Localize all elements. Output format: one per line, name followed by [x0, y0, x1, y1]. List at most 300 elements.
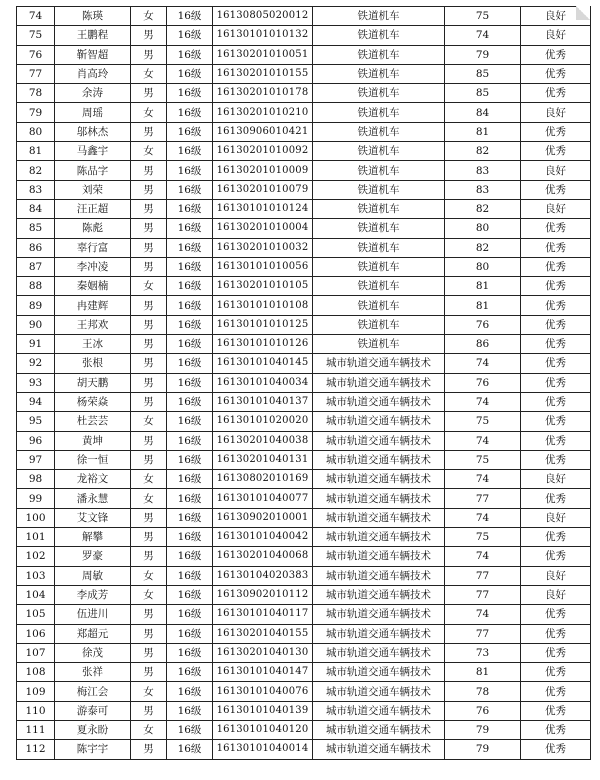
student-id-cell: 16130101010056	[213, 257, 313, 276]
score-cell: 75	[445, 450, 521, 469]
student-id-cell: 16130101040034	[213, 373, 313, 392]
gender-cell: 女	[131, 566, 167, 585]
grade-level-cell: 16级	[167, 740, 213, 759]
grade-level-cell: 16级	[167, 508, 213, 527]
gender-cell: 男	[131, 431, 167, 450]
table-row	[17, 682, 591, 701]
student-name-cell: 李成芳	[55, 585, 131, 604]
table-body	[17, 7, 591, 760]
rating-cell: 优秀	[521, 392, 591, 411]
row-number-cell: 75	[17, 26, 55, 45]
student-name-cell: 徐茂	[55, 643, 131, 662]
student-id-cell: 16130201010105	[213, 277, 313, 296]
score-cell: 75	[445, 528, 521, 547]
grade-level-cell: 16级	[167, 547, 213, 566]
major-cell: 城市轨道交通车辆技术	[313, 643, 445, 662]
student-id-cell: 16130101010132	[213, 26, 313, 45]
student-id-cell: 16130906010421	[213, 122, 313, 141]
major-cell: 城市轨道交通车辆技术	[313, 508, 445, 527]
student-id-cell: 16130201010092	[213, 142, 313, 161]
rating-cell: 优秀	[521, 219, 591, 238]
row-number-cell: 76	[17, 45, 55, 64]
major-cell: 铁道机车	[313, 180, 445, 199]
table-row	[17, 26, 591, 45]
major-cell: 城市轨道交通车辆技术	[313, 528, 445, 547]
student-id-cell: 16130805020012	[213, 7, 313, 26]
rating-cell: 良好	[521, 161, 591, 180]
major-cell: 铁道机车	[313, 199, 445, 218]
grade-level-cell: 16级	[167, 566, 213, 585]
student-id-cell: 16130201040131	[213, 450, 313, 469]
student-name-cell: 靳智超	[55, 45, 131, 64]
major-cell: 城市轨道交通车辆技术	[313, 373, 445, 392]
row-number-cell: 109	[17, 682, 55, 701]
grade-level-cell: 16级	[167, 701, 213, 720]
student-name-cell: 肖高玲	[55, 64, 131, 83]
student-id-cell: 16130201010210	[213, 103, 313, 122]
major-cell: 铁道机车	[313, 238, 445, 257]
table-row	[17, 528, 591, 547]
major-cell: 城市轨道交通车辆技术	[313, 450, 445, 469]
grade-level-cell: 16级	[167, 412, 213, 431]
gender-cell: 男	[131, 392, 167, 411]
major-cell: 城市轨道交通车辆技术	[313, 392, 445, 411]
grade-level-cell: 16级	[167, 392, 213, 411]
gender-cell: 男	[131, 257, 167, 276]
major-cell: 铁道机车	[313, 142, 445, 161]
rating-cell: 优秀	[521, 489, 591, 508]
major-cell: 城市轨道交通车辆技术	[313, 489, 445, 508]
student-id-cell: 16130101040139	[213, 701, 313, 720]
score-cell: 82	[445, 238, 521, 257]
student-id-cell: 16130201010051	[213, 45, 313, 64]
gender-cell: 女	[131, 470, 167, 489]
student-name-cell: 梅江会	[55, 682, 131, 701]
table-row	[17, 605, 591, 624]
grade-level-cell: 16级	[167, 238, 213, 257]
grade-level-cell: 16级	[167, 142, 213, 161]
student-id-cell: 16130101040120	[213, 720, 313, 739]
major-cell: 城市轨道交通车辆技术	[313, 547, 445, 566]
rating-cell: 优秀	[521, 431, 591, 450]
major-cell: 铁道机车	[313, 335, 445, 354]
grade-level-cell: 16级	[167, 296, 213, 315]
score-cell: 74	[445, 605, 521, 624]
score-cell: 74	[445, 547, 521, 566]
gender-cell: 男	[131, 643, 167, 662]
student-name-cell: 胡天鹏	[55, 373, 131, 392]
major-cell: 铁道机车	[313, 257, 445, 276]
score-cell: 74	[445, 431, 521, 450]
student-name-cell: 马鑫宇	[55, 142, 131, 161]
grade-level-cell: 16级	[167, 180, 213, 199]
score-cell: 74	[445, 508, 521, 527]
grade-level-cell: 16级	[167, 335, 213, 354]
rating-cell: 优秀	[521, 64, 591, 83]
student-id-cell: 16130201040038	[213, 431, 313, 450]
table-row	[17, 7, 591, 26]
student-name-cell: 夏永盼	[55, 720, 131, 739]
rating-cell: 优秀	[521, 315, 591, 334]
score-cell: 84	[445, 103, 521, 122]
table-row	[17, 161, 591, 180]
score-cell: 76	[445, 701, 521, 720]
student-id-cell: 16130101010125	[213, 315, 313, 334]
row-number-cell: 108	[17, 663, 55, 682]
gender-cell: 男	[131, 122, 167, 141]
score-cell: 77	[445, 566, 521, 585]
grade-level-cell: 16级	[167, 161, 213, 180]
student-name-cell: 张祥	[55, 663, 131, 682]
score-cell: 86	[445, 335, 521, 354]
student-id-cell: 16130101040042	[213, 528, 313, 547]
score-cell: 81	[445, 296, 521, 315]
table-row	[17, 720, 591, 739]
row-number-cell: 83	[17, 180, 55, 199]
row-number-cell: 106	[17, 624, 55, 643]
grade-level-cell: 16级	[167, 663, 213, 682]
grade-level-cell: 16级	[167, 373, 213, 392]
score-cell: 82	[445, 142, 521, 161]
student-name-cell: 潘永慧	[55, 489, 131, 508]
row-number-cell: 100	[17, 508, 55, 527]
student-name-cell: 艾文锋	[55, 508, 131, 527]
gender-cell: 男	[131, 296, 167, 315]
grade-level-cell: 16级	[167, 26, 213, 45]
rating-cell: 优秀	[521, 663, 591, 682]
gender-cell: 女	[131, 64, 167, 83]
student-name-cell: 秦姻楠	[55, 277, 131, 296]
gender-cell: 女	[131, 277, 167, 296]
student-id-cell: 16130101040145	[213, 354, 313, 373]
table-row	[17, 277, 591, 296]
table-row	[17, 431, 591, 450]
table-row	[17, 64, 591, 83]
gender-cell: 男	[131, 528, 167, 547]
score-cell: 77	[445, 624, 521, 643]
student-name-cell: 杨荣焱	[55, 392, 131, 411]
table-row	[17, 489, 591, 508]
rating-cell: 优秀	[521, 45, 591, 64]
score-cell: 77	[445, 489, 521, 508]
table-row	[17, 547, 591, 566]
rating-cell: 优秀	[521, 142, 591, 161]
student-id-cell: 16130201010009	[213, 161, 313, 180]
score-cell: 73	[445, 643, 521, 662]
gender-cell: 男	[131, 45, 167, 64]
row-number-cell: 105	[17, 605, 55, 624]
page-corner-fold	[576, 6, 590, 20]
rating-cell: 良好	[521, 26, 591, 45]
student-id-cell: 16130101010124	[213, 199, 313, 218]
rating-cell: 良好	[521, 508, 591, 527]
student-table	[16, 6, 591, 760]
table-row	[17, 470, 591, 489]
score-cell: 81	[445, 663, 521, 682]
student-id-cell: 16130802010169	[213, 470, 313, 489]
grade-level-cell: 16级	[167, 585, 213, 604]
gender-cell: 女	[131, 103, 167, 122]
table-row	[17, 84, 591, 103]
row-number-cell: 104	[17, 585, 55, 604]
major-cell: 城市轨道交通车辆技术	[313, 663, 445, 682]
table-row	[17, 45, 591, 64]
score-cell: 74	[445, 470, 521, 489]
rating-cell: 优秀	[521, 701, 591, 720]
table-row	[17, 122, 591, 141]
grade-level-cell: 16级	[167, 682, 213, 701]
student-id-cell: 16130201010178	[213, 84, 313, 103]
table-row	[17, 142, 591, 161]
student-id-cell: 16130201010079	[213, 180, 313, 199]
grade-level-cell: 16级	[167, 720, 213, 739]
student-id-cell: 16130201040068	[213, 547, 313, 566]
student-grade-sheet	[16, 6, 590, 760]
gender-cell: 男	[131, 701, 167, 720]
student-id-cell: 16130201010032	[213, 238, 313, 257]
score-cell: 79	[445, 740, 521, 759]
grade-level-cell: 16级	[167, 84, 213, 103]
table-row	[17, 392, 591, 411]
score-cell: 76	[445, 315, 521, 334]
rating-cell: 优秀	[521, 528, 591, 547]
score-cell: 85	[445, 64, 521, 83]
student-name-cell: 杜芸芸	[55, 412, 131, 431]
major-cell: 铁道机车	[313, 315, 445, 334]
score-cell: 83	[445, 161, 521, 180]
student-name-cell: 王邦欢	[55, 315, 131, 334]
student-name-cell: 伍进川	[55, 605, 131, 624]
student-name-cell: 邬林杰	[55, 122, 131, 141]
gender-cell: 女	[131, 682, 167, 701]
table-row	[17, 412, 591, 431]
grade-level-cell: 16级	[167, 624, 213, 643]
table-row	[17, 566, 591, 585]
table-row	[17, 373, 591, 392]
student-name-cell: 辜行富	[55, 238, 131, 257]
major-cell: 城市轨道交通车辆技术	[313, 566, 445, 585]
grade-level-cell: 16级	[167, 277, 213, 296]
gender-cell: 男	[131, 508, 167, 527]
student-name-cell: 王冰	[55, 335, 131, 354]
student-id-cell: 16130101040077	[213, 489, 313, 508]
student-name-cell: 黄坤	[55, 431, 131, 450]
student-id-cell: 16130101010108	[213, 296, 313, 315]
rating-cell: 优秀	[521, 450, 591, 469]
rating-cell: 优秀	[521, 122, 591, 141]
rating-cell: 优秀	[521, 547, 591, 566]
rating-cell: 优秀	[521, 412, 591, 431]
row-number-cell: 95	[17, 412, 55, 431]
major-cell: 城市轨道交通车辆技术	[313, 431, 445, 450]
row-number-cell: 94	[17, 392, 55, 411]
table-row	[17, 257, 591, 276]
table-row	[17, 585, 591, 604]
rating-cell: 良好	[521, 470, 591, 489]
rating-cell: 优秀	[521, 373, 591, 392]
rating-cell: 优秀	[521, 720, 591, 739]
row-number-cell: 77	[17, 64, 55, 83]
row-number-cell: 78	[17, 84, 55, 103]
major-cell: 城市轨道交通车辆技术	[313, 470, 445, 489]
gender-cell: 男	[131, 354, 167, 373]
row-number-cell: 88	[17, 277, 55, 296]
rating-cell: 优秀	[521, 643, 591, 662]
major-cell: 铁道机车	[313, 7, 445, 26]
grade-level-cell: 16级	[167, 45, 213, 64]
table-row	[17, 701, 591, 720]
student-id-cell: 16130902010112	[213, 585, 313, 604]
gender-cell: 男	[131, 161, 167, 180]
row-number-cell: 86	[17, 238, 55, 257]
grade-level-cell: 16级	[167, 470, 213, 489]
grade-level-cell: 16级	[167, 643, 213, 662]
student-name-cell: 陈品字	[55, 161, 131, 180]
student-name-cell: 冉建辉	[55, 296, 131, 315]
student-id-cell: 16130201040130	[213, 643, 313, 662]
table-row	[17, 450, 591, 469]
rating-cell: 良好	[521, 585, 591, 604]
grade-level-cell: 16级	[167, 257, 213, 276]
gender-cell: 女	[131, 7, 167, 26]
student-name-cell: 罗豪	[55, 547, 131, 566]
major-cell: 城市轨道交通车辆技术	[313, 720, 445, 739]
rating-cell: 优秀	[521, 84, 591, 103]
rating-cell: 优秀	[521, 335, 591, 354]
table-row	[17, 354, 591, 373]
student-id-cell: 16130902010001	[213, 508, 313, 527]
score-cell: 75	[445, 412, 521, 431]
student-name-cell: 龙裕文	[55, 470, 131, 489]
row-number-cell: 89	[17, 296, 55, 315]
gender-cell: 男	[131, 547, 167, 566]
row-number-cell: 80	[17, 122, 55, 141]
gender-cell: 男	[131, 199, 167, 218]
rating-cell: 优秀	[521, 605, 591, 624]
gender-cell: 男	[131, 605, 167, 624]
major-cell: 铁道机车	[313, 64, 445, 83]
rating-cell: 优秀	[521, 257, 591, 276]
major-cell: 城市轨道交通车辆技术	[313, 624, 445, 643]
row-number-cell: 107	[17, 643, 55, 662]
student-name-cell: 王鹏程	[55, 26, 131, 45]
score-cell: 80	[445, 219, 521, 238]
gender-cell: 男	[131, 450, 167, 469]
rating-cell: 优秀	[521, 624, 591, 643]
table-row	[17, 508, 591, 527]
score-cell: 79	[445, 720, 521, 739]
grade-level-cell: 16级	[167, 528, 213, 547]
student-id-cell: 16130101040076	[213, 682, 313, 701]
rating-cell: 优秀	[521, 277, 591, 296]
student-name-cell: 李冲凌	[55, 257, 131, 276]
major-cell: 城市轨道交通车辆技术	[313, 682, 445, 701]
student-id-cell: 16130201010155	[213, 64, 313, 83]
major-cell: 铁道机车	[313, 161, 445, 180]
major-cell: 城市轨道交通车辆技术	[313, 701, 445, 720]
rating-cell: 良好	[521, 7, 591, 26]
major-cell: 铁道机车	[313, 84, 445, 103]
grade-level-cell: 16级	[167, 122, 213, 141]
student-name-cell: 张根	[55, 354, 131, 373]
student-name-cell: 游泰可	[55, 701, 131, 720]
student-name-cell: 解攀	[55, 528, 131, 547]
rating-cell: 优秀	[521, 740, 591, 759]
gender-cell: 男	[131, 180, 167, 199]
student-name-cell: 陈瑛	[55, 7, 131, 26]
major-cell: 铁道机车	[313, 26, 445, 45]
major-cell: 城市轨道交通车辆技术	[313, 740, 445, 759]
student-id-cell: 16130101040137	[213, 392, 313, 411]
student-id-cell: 16130201040155	[213, 624, 313, 643]
gender-cell: 女	[131, 720, 167, 739]
gender-cell: 男	[131, 335, 167, 354]
row-number-cell: 97	[17, 450, 55, 469]
student-name-cell: 余涛	[55, 84, 131, 103]
table-row	[17, 335, 591, 354]
grade-level-cell: 16级	[167, 450, 213, 469]
score-cell: 74	[445, 392, 521, 411]
score-cell: 78	[445, 682, 521, 701]
rating-cell: 良好	[521, 103, 591, 122]
gender-cell: 男	[131, 740, 167, 759]
student-id-cell: 16130201010004	[213, 219, 313, 238]
row-number-cell: 99	[17, 489, 55, 508]
row-number-cell: 111	[17, 720, 55, 739]
row-number-cell: 102	[17, 547, 55, 566]
table-row	[17, 296, 591, 315]
major-cell: 铁道机车	[313, 122, 445, 141]
score-cell: 74	[445, 26, 521, 45]
major-cell: 城市轨道交通车辆技术	[313, 354, 445, 373]
gender-cell: 男	[131, 26, 167, 45]
table-row	[17, 219, 591, 238]
rating-cell: 良好	[521, 566, 591, 585]
grade-level-cell: 16级	[167, 489, 213, 508]
row-number-cell: 87	[17, 257, 55, 276]
grade-level-cell: 16级	[167, 354, 213, 373]
row-number-cell: 84	[17, 199, 55, 218]
student-id-cell: 16130101040117	[213, 605, 313, 624]
score-cell: 75	[445, 7, 521, 26]
gender-cell: 男	[131, 238, 167, 257]
gender-cell: 女	[131, 142, 167, 161]
table-row	[17, 740, 591, 759]
rating-cell: 优秀	[521, 682, 591, 701]
grade-level-cell: 16级	[167, 64, 213, 83]
row-number-cell: 85	[17, 219, 55, 238]
score-cell: 74	[445, 354, 521, 373]
gender-cell: 女	[131, 489, 167, 508]
rating-cell: 良好	[521, 199, 591, 218]
student-name-cell: 周瑶	[55, 103, 131, 122]
major-cell: 城市轨道交通车辆技术	[313, 585, 445, 604]
row-number-cell: 74	[17, 7, 55, 26]
student-name-cell: 徐一恒	[55, 450, 131, 469]
table-row	[17, 103, 591, 122]
score-cell: 83	[445, 180, 521, 199]
grade-level-cell: 16级	[167, 605, 213, 624]
gender-cell: 女	[131, 585, 167, 604]
grade-level-cell: 16级	[167, 199, 213, 218]
score-cell: 79	[445, 45, 521, 64]
row-number-cell: 96	[17, 431, 55, 450]
student-name-cell: 陈彪	[55, 219, 131, 238]
major-cell: 铁道机车	[313, 277, 445, 296]
major-cell: 铁道机车	[313, 219, 445, 238]
row-number-cell: 92	[17, 354, 55, 373]
row-number-cell: 91	[17, 335, 55, 354]
